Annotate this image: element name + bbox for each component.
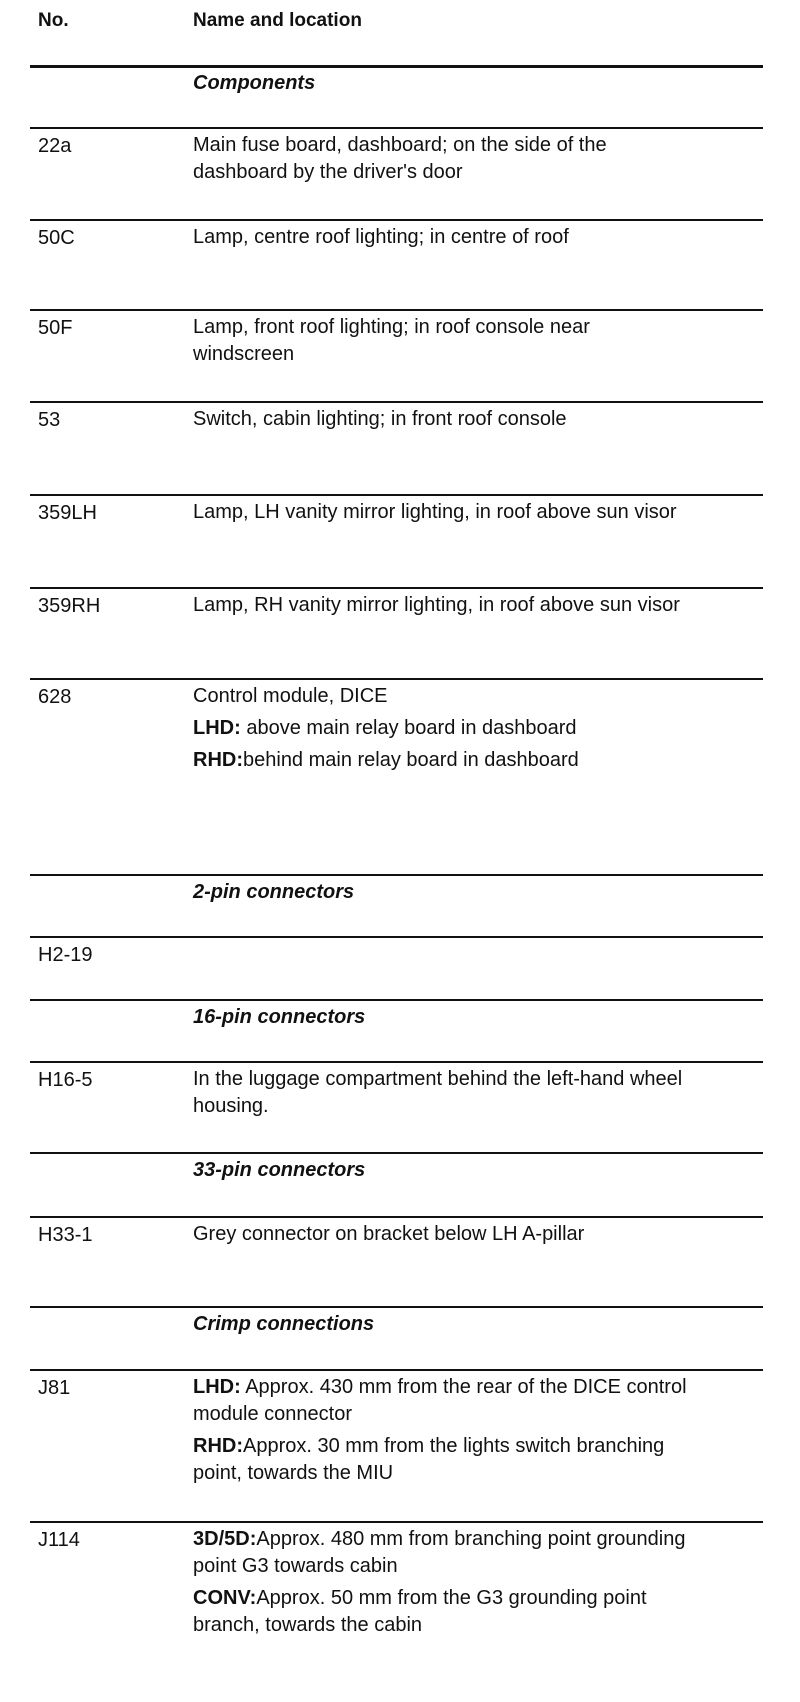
row-rule bbox=[30, 936, 763, 938]
section-title: Components bbox=[193, 72, 316, 94]
description-3d5d bbox=[193, 1526, 693, 1580]
row-description bbox=[193, 1526, 693, 1639]
section-title: 33-pin connectors bbox=[193, 1159, 366, 1181]
row-description: In the luggage compartment behind the left-hand wheel housing. bbox=[193, 1068, 683, 1117]
row-rule bbox=[30, 999, 763, 1001]
row-rule bbox=[30, 1061, 763, 1063]
row-description: Main fuse board, dashboard; on the side of the dashboard by the driver's door bbox=[193, 134, 607, 183]
row-number: H16-5 bbox=[38, 1069, 93, 1091]
row-rule bbox=[30, 1521, 763, 1523]
row-number: 22a bbox=[38, 135, 72, 157]
row-description: Lamp, RH vanity mirror lighting, in roof above sun visor bbox=[193, 594, 680, 616]
rhd-text: behind main relay board in dashboard bbox=[243, 749, 579, 771]
row-number: 628 bbox=[38, 686, 72, 708]
row-number: 359RH bbox=[38, 595, 101, 617]
row-description: Lamp, centre roof lighting; in centre of roof bbox=[193, 226, 569, 248]
row-description bbox=[193, 1374, 693, 1487]
column-header-no: No. bbox=[38, 10, 69, 31]
3d5d-text: Approx. 480 mm from branching point grounding point G3 towards cabin bbox=[193, 1528, 686, 1577]
row-number: J81 bbox=[38, 1377, 71, 1399]
row-rule bbox=[30, 1152, 763, 1154]
column-header-name: Name and location bbox=[193, 10, 362, 31]
rhd-label: RHD: bbox=[193, 1435, 243, 1457]
row-rule bbox=[30, 1216, 763, 1218]
row-number: 359LH bbox=[38, 502, 97, 524]
lhd-text: above main relay board in dashboard bbox=[240, 717, 577, 739]
description-line: Control module, DICE bbox=[193, 685, 388, 707]
row-rule bbox=[30, 401, 763, 403]
conv-text: Approx. 50 mm from the G3 grounding point branch, towards the cabin bbox=[193, 1587, 647, 1636]
table-header bbox=[0, 10, 800, 40]
row-description: Switch, cabin lighting; in front roof console bbox=[193, 408, 567, 430]
row-rule bbox=[30, 1369, 763, 1371]
row-description: Lamp, LH vanity mirror lighting, in roof above sun visor bbox=[193, 501, 677, 523]
row-description: Lamp, front roof lighting; in roof console near windscreen bbox=[193, 316, 590, 365]
section-title: 16-pin connectors bbox=[193, 1006, 366, 1028]
header-rule bbox=[30, 65, 763, 68]
section-title: 2-pin connectors bbox=[193, 881, 355, 903]
row-description: Grey connector on bracket below LH A-pillar bbox=[193, 1223, 585, 1245]
rhd-text: Approx. 30 mm from the lights switch branching point, towards the MIU bbox=[193, 1435, 665, 1484]
row-rule bbox=[30, 1306, 763, 1308]
row-number: 50C bbox=[38, 227, 75, 249]
row-number: H33-1 bbox=[38, 1224, 93, 1246]
row-number: J114 bbox=[38, 1529, 80, 1551]
description-rhd bbox=[193, 1433, 693, 1487]
lhd-label: LHD: bbox=[193, 1376, 241, 1398]
row-rule bbox=[30, 678, 763, 680]
3d5d-label: 3D/5D: bbox=[193, 1528, 257, 1550]
row-rule bbox=[30, 494, 763, 496]
row-rule bbox=[30, 309, 763, 311]
rhd-label: RHD: bbox=[193, 749, 243, 771]
lhd-label: LHD: bbox=[193, 717, 241, 739]
description-lhd bbox=[193, 1374, 693, 1428]
row-number: 53 bbox=[38, 409, 61, 431]
description-lhd bbox=[193, 715, 693, 742]
row-number: 50F bbox=[38, 317, 73, 339]
conv-label: CONV: bbox=[193, 1587, 257, 1609]
description-rhd bbox=[193, 747, 693, 774]
section-title: Crimp connections bbox=[193, 1313, 375, 1335]
row-rule bbox=[30, 127, 763, 129]
row-rule bbox=[30, 874, 763, 876]
row-number: H2-19 bbox=[38, 944, 93, 966]
row-rule bbox=[30, 219, 763, 221]
row-rule bbox=[30, 587, 763, 589]
row-description bbox=[193, 683, 693, 774]
lhd-text: Approx. 430 mm from the rear of the DICE control module connector bbox=[193, 1376, 687, 1425]
description-conv bbox=[193, 1585, 693, 1639]
